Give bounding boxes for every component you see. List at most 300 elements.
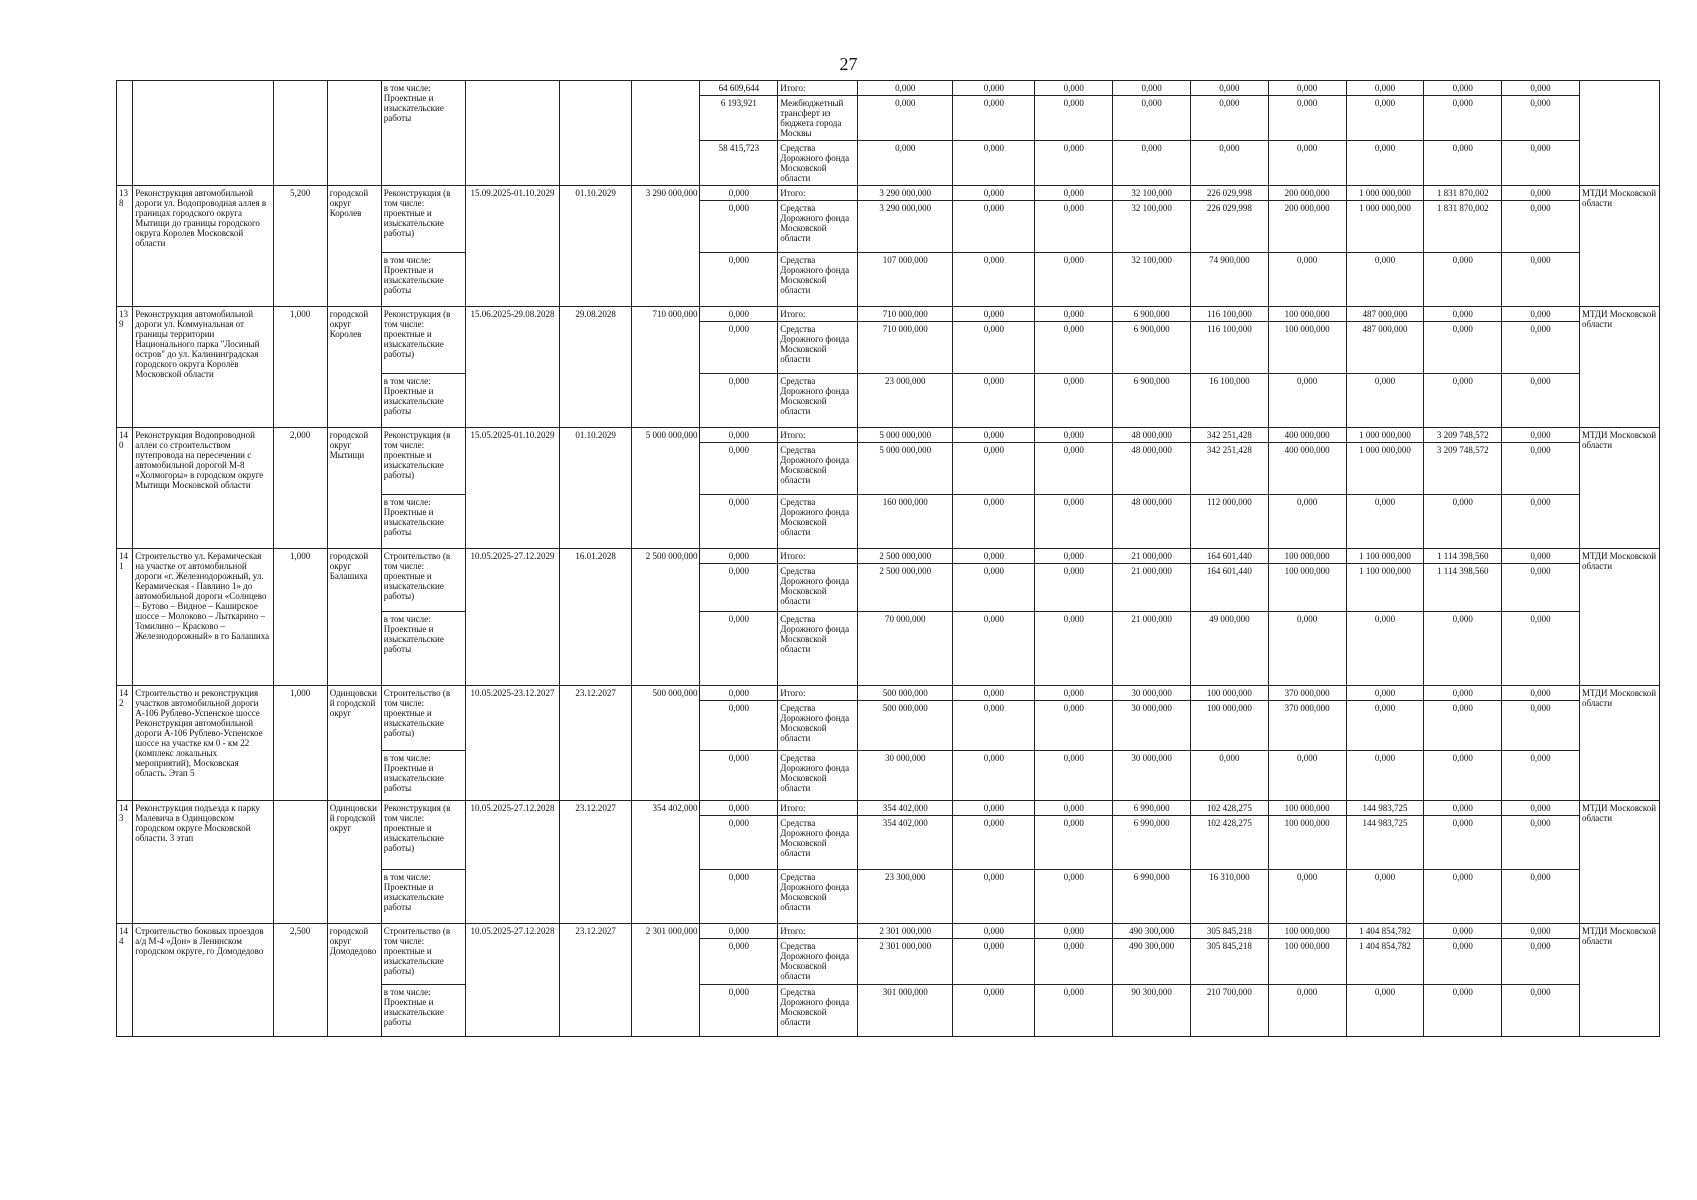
fund-year-1: 2 500 000,000 — [858, 564, 953, 612]
cell-period: 10.05.2025-27.12.2028 — [465, 924, 559, 1037]
total-funding-source: Итого: — [778, 307, 858, 322]
design-year-6: 0,000 — [1268, 253, 1346, 307]
fund-funding-source: Средства Дорожного фонда Московской области — [778, 443, 858, 495]
design-prev-amount: 0,000 — [700, 495, 778, 549]
design-year-9: 0,000 — [1502, 495, 1580, 549]
design-year-7: 0,000 — [1346, 985, 1424, 1037]
total-prev-amount: 0,000 — [700, 924, 778, 939]
fund-year-9: 0,000 — [1502, 322, 1580, 374]
budget-table — [116, 80, 1660, 1037]
design-year-3: 0,000 — [1035, 985, 1113, 1037]
design-year-2: 0,000 — [953, 612, 1035, 686]
total-year-4: 490 300,000 — [1113, 924, 1191, 939]
design-year-5: 74 900,000 — [1190, 253, 1268, 307]
fund-year-2: 0,000 — [953, 701, 1035, 751]
design-funding-source: Средства Дорожного фонда Московской области — [778, 985, 858, 1037]
total-year-3: 0,000 — [1035, 428, 1113, 443]
cell-cost — [632, 81, 700, 186]
cell-open-date: 23.12.2027 — [559, 924, 631, 1037]
cell-cost: 710 000,000 — [632, 307, 700, 428]
fund-year-9: 0,000 — [1502, 443, 1580, 495]
total-year-5: 116 100,000 — [1190, 307, 1268, 322]
table-row — [117, 186, 1660, 201]
fund-year-9: 0,000 — [1502, 564, 1580, 612]
total-year-3: 0,000 — [1035, 924, 1113, 939]
design-year-6: 0,000 — [1268, 374, 1346, 428]
design-prev-amount: 0,000 — [700, 985, 778, 1037]
cont-year-1: 0,000 — [858, 96, 953, 141]
total-year-4: 30 000,000 — [1113, 686, 1191, 701]
total-year-4: 6 990,000 — [1113, 801, 1191, 816]
fund-year-3: 0,000 — [1035, 701, 1113, 751]
cell-design-label: в том числе: Проектные и изыскательские работы — [381, 374, 465, 428]
cell-cost: 5 000 000,000 — [632, 428, 700, 549]
cont-year-8: 0,000 — [1424, 141, 1502, 186]
design-year-4: 90 300,000 — [1113, 985, 1191, 1037]
cell-capacity: 2,000 — [273, 428, 327, 549]
total-year-4: 32 100,000 — [1113, 186, 1191, 201]
cont-year-8: 0,000 — [1424, 96, 1502, 141]
design-year-4: 30 000,000 — [1113, 751, 1191, 801]
cont-year-1: 0,000 — [858, 81, 953, 96]
design-year-1: 23 300,000 — [858, 870, 953, 924]
fund-year-3: 0,000 — [1035, 564, 1113, 612]
continuation-row — [117, 81, 1660, 96]
fund-year-7: 1 100 000,000 — [1346, 564, 1424, 612]
cell-district — [327, 81, 381, 186]
design-year-2: 0,000 — [953, 870, 1035, 924]
fund-year-4: 6 900,000 — [1113, 322, 1191, 374]
cont-year-6: 0,000 — [1268, 96, 1346, 141]
fund-year-2: 0,000 — [953, 564, 1035, 612]
cell-work-type: в том числе: Проектные и изыскательские работы — [381, 81, 465, 186]
cell-design-label: в том числе: Проектные и изыскательские работы — [381, 495, 465, 549]
cell-name: Реконструкция автомобильной дороги ул. Водопроводная аллея в границах городского округа Мытищи до границы городского округа Королев Московской области — [133, 186, 273, 307]
cont-year-4: 0,000 — [1113, 81, 1191, 96]
total-year-9: 0,000 — [1502, 307, 1580, 322]
fund-year-2: 0,000 — [953, 443, 1035, 495]
design-year-8: 0,000 — [1424, 374, 1502, 428]
fund-year-2: 0,000 — [953, 201, 1035, 253]
cont-year-2: 0,000 — [953, 96, 1035, 141]
total-year-5: 100 000,000 — [1190, 686, 1268, 701]
cell-open-date: 23.12.2027 — [559, 801, 631, 924]
cell-district: городской округ Королев — [327, 307, 381, 428]
cell-capacity: 1,000 — [273, 549, 327, 686]
cell-name: Строительство и реконструкция участков автомобильной дороги А-106 Рублево-Успенское шоссе Реконструкция автомобильной дороги А-106 Рублево-Успенское шоссе на участке км 0 - км 22 (комплекс локальных мероприятий), Московская область. Этап 5 — [133, 686, 273, 801]
design-year-6: 0,000 — [1268, 985, 1346, 1037]
cell-customer — [1579, 81, 1659, 186]
fund-year-5: 100 000,000 — [1190, 701, 1268, 751]
total-year-3: 0,000 — [1035, 686, 1113, 701]
design-funding-source: Средства Дорожного фонда Московской области — [778, 495, 858, 549]
cell-no: 144 — [117, 924, 133, 1037]
fund-prev-amount: 0,000 — [700, 201, 778, 253]
total-year-6: 100 000,000 — [1268, 801, 1346, 816]
total-year-3: 0,000 — [1035, 307, 1113, 322]
cell-capacity — [273, 81, 327, 186]
design-funding-source: Средства Дорожного фонда Московской области — [778, 612, 858, 686]
total-year-5: 342 251,428 — [1190, 428, 1268, 443]
fund-year-1: 354 402,000 — [858, 816, 953, 870]
cell-capacity — [273, 801, 327, 924]
fund-year-9: 0,000 — [1502, 701, 1580, 751]
cell-period: 10.05.2025-23.12.2027 — [465, 686, 559, 801]
fund-year-2: 0,000 — [953, 322, 1035, 374]
cont-year-3: 0,000 — [1035, 141, 1113, 186]
cell-work-type: Реконструкция (в том числе: проектные и изыскательские работы) — [381, 307, 465, 374]
total-year-1: 3 290 000,000 — [858, 186, 953, 201]
total-year-8: 3 209 748,572 — [1424, 428, 1502, 443]
fund-year-7: 1 000 000,000 — [1346, 443, 1424, 495]
cont-year-1: 0,000 — [858, 141, 953, 186]
design-year-2: 0,000 — [953, 253, 1035, 307]
fund-year-4: 6 990,000 — [1113, 816, 1191, 870]
design-year-1: 301 000,000 — [858, 985, 953, 1037]
cont-year-6: 0,000 — [1268, 81, 1346, 96]
design-year-9: 0,000 — [1502, 253, 1580, 307]
fund-year-8: 1 831 870,002 — [1424, 201, 1502, 253]
fund-year-7: 487 000,000 — [1346, 322, 1424, 374]
fund-year-3: 0,000 — [1035, 443, 1113, 495]
design-year-8: 0,000 — [1424, 495, 1502, 549]
total-year-1: 2 500 000,000 — [858, 549, 953, 564]
cell-customer: МТДИ Московской области — [1579, 801, 1659, 924]
total-year-8: 0,000 — [1424, 801, 1502, 816]
cell-period: 10.05.2025-27.12.2028 — [465, 801, 559, 924]
fund-year-4: 30 000,000 — [1113, 701, 1191, 751]
total-funding-source: Итого: — [778, 801, 858, 816]
total-year-7: 144 983,725 — [1346, 801, 1424, 816]
fund-year-7: 144 983,725 — [1346, 816, 1424, 870]
cell-district: городской округ Домодедово — [327, 924, 381, 1037]
fund-year-1: 710 000,000 — [858, 322, 953, 374]
total-year-7: 1 000 000,000 — [1346, 428, 1424, 443]
cont-prev-amount: 64 609,644 — [700, 81, 778, 96]
design-funding-source: Средства Дорожного фонда Московской области — [778, 870, 858, 924]
total-year-3: 0,000 — [1035, 549, 1113, 564]
cell-work-type: Строительство (в том числе: проектные и изыскательские работы) — [381, 924, 465, 985]
total-year-5: 102 428,275 — [1190, 801, 1268, 816]
total-year-8: 0,000 — [1424, 307, 1502, 322]
fund-prev-amount: 0,000 — [700, 443, 778, 495]
fund-funding-source: Средства Дорожного фонда Московской области — [778, 564, 858, 612]
cell-customer: МТДИ Московской области — [1579, 186, 1659, 307]
cell-name: Строительство ул. Керамическая на участке от автомобильной дороги «г. Железнодорожный, ул. Керамическая - Павлино 1» до автомобильной дороги «Солнцево – Бутово – Видное – Каширское шоссе – Молоково – Лыткарино – Томилино – Красково – Железнодорожный» в го Балашиха — [133, 549, 273, 686]
cell-district: Одинцовский городской округ — [327, 686, 381, 801]
cell-no: 139 — [117, 307, 133, 428]
fund-year-9: 0,000 — [1502, 201, 1580, 253]
cell-open-date: 01.10.2029 — [559, 428, 631, 549]
design-year-1: 107 000,000 — [858, 253, 953, 307]
total-funding-source: Итого: — [778, 549, 858, 564]
cell-customer: МТДИ Московской области — [1579, 549, 1659, 686]
table-row — [117, 428, 1660, 443]
total-year-9: 0,000 — [1502, 186, 1580, 201]
total-prev-amount: 0,000 — [700, 307, 778, 322]
cont-year-9: 0,000 — [1502, 96, 1580, 141]
fund-year-6: 200 000,000 — [1268, 201, 1346, 253]
fund-year-8: 0,000 — [1424, 939, 1502, 985]
design-year-1: 70 000,000 — [858, 612, 953, 686]
fund-year-4: 48 000,000 — [1113, 443, 1191, 495]
design-year-5: 16 310,000 — [1190, 870, 1268, 924]
cont-year-9: 0,000 — [1502, 141, 1580, 186]
cell-district: Одинцовский городской округ — [327, 801, 381, 924]
fund-year-9: 0,000 — [1502, 816, 1580, 870]
cell-open-date: 01.10.2029 — [559, 186, 631, 307]
design-funding-source: Средства Дорожного фонда Московской области — [778, 253, 858, 307]
cell-period: 15.06.2025-29.08.2028 — [465, 307, 559, 428]
design-year-8: 0,000 — [1424, 612, 1502, 686]
cell-design-label: в том числе: Проектные и изыскательские работы — [381, 751, 465, 801]
fund-year-1: 500 000,000 — [858, 701, 953, 751]
fund-funding-source: Средства Дорожного фонда Московской области — [778, 816, 858, 870]
table-row — [117, 549, 1660, 564]
cell-no: 142 — [117, 686, 133, 801]
design-year-5: 210 700,000 — [1190, 985, 1268, 1037]
total-year-6: 100 000,000 — [1268, 307, 1346, 322]
page-number: 27 — [839, 54, 858, 74]
fund-year-5: 164 601,440 — [1190, 564, 1268, 612]
cell-cost: 3 290 000,000 — [632, 186, 700, 307]
total-year-2: 0,000 — [953, 686, 1035, 701]
total-year-7: 0,000 — [1346, 686, 1424, 701]
fund-prev-amount: 0,000 — [700, 701, 778, 751]
design-year-6: 0,000 — [1268, 612, 1346, 686]
cell-cost: 500 000,000 — [632, 686, 700, 801]
fund-year-6: 100 000,000 — [1268, 564, 1346, 612]
cont-year-7: 0,000 — [1346, 81, 1424, 96]
total-prev-amount: 0,000 — [700, 549, 778, 564]
cont-year-4: 0,000 — [1113, 96, 1191, 141]
total-year-7: 1 000 000,000 — [1346, 186, 1424, 201]
cell-design-label: в том числе: Проектные и изыскательские работы — [381, 612, 465, 686]
cell-district: городской округ Балашиха — [327, 549, 381, 686]
design-year-6: 0,000 — [1268, 870, 1346, 924]
cell-name: Реконструкция подъезда к парку Малевича в Одинцовском городском округе Московской области. 3 этап — [133, 801, 273, 924]
cell-design-label: в том числе: Проектные и изыскательские работы — [381, 985, 465, 1037]
cont-funding-source: Средства Дорожного фонда Московской области — [778, 141, 858, 186]
total-year-9: 0,000 — [1502, 924, 1580, 939]
fund-year-3: 0,000 — [1035, 816, 1113, 870]
cont-year-6: 0,000 — [1268, 141, 1346, 186]
fund-year-8: 1 114 398,560 — [1424, 564, 1502, 612]
cell-cost: 354 402,000 — [632, 801, 700, 924]
design-year-5: 49 000,000 — [1190, 612, 1268, 686]
cont-year-5: 0,000 — [1190, 96, 1268, 141]
total-year-4: 6 900,000 — [1113, 307, 1191, 322]
fund-year-5: 102 428,275 — [1190, 816, 1268, 870]
cont-year-9: 0,000 — [1502, 81, 1580, 96]
total-prev-amount: 0,000 — [700, 686, 778, 701]
design-year-7: 0,000 — [1346, 870, 1424, 924]
cell-work-type: Реконструкция (в том числе: проектные и изыскательские работы) — [381, 801, 465, 870]
fund-year-3: 0,000 — [1035, 939, 1113, 985]
design-prev-amount: 0,000 — [700, 374, 778, 428]
cont-year-4: 0,000 — [1113, 141, 1191, 186]
fund-funding-source: Средства Дорожного фонда Московской области — [778, 201, 858, 253]
cell-customer: МТДИ Московской области — [1579, 307, 1659, 428]
fund-year-3: 0,000 — [1035, 201, 1113, 253]
cell-period — [465, 81, 559, 186]
cell-design-label: в том числе: Проектные и изыскательские работы — [381, 253, 465, 307]
total-year-6: 370 000,000 — [1268, 686, 1346, 701]
total-funding-source: Итого: — [778, 686, 858, 701]
total-year-9: 0,000 — [1502, 801, 1580, 816]
total-year-6: 400 000,000 — [1268, 428, 1346, 443]
total-year-2: 0,000 — [953, 307, 1035, 322]
fund-year-6: 370 000,000 — [1268, 701, 1346, 751]
total-year-9: 0,000 — [1502, 686, 1580, 701]
fund-year-6: 100 000,000 — [1268, 939, 1346, 985]
fund-prev-amount: 0,000 — [700, 816, 778, 870]
table-row — [117, 686, 1660, 701]
fund-year-8: 0,000 — [1424, 816, 1502, 870]
design-prev-amount: 0,000 — [700, 751, 778, 801]
cell-work-type: Реконструкция (в том числе: проектные и изыскательские работы) — [381, 186, 465, 253]
design-year-2: 0,000 — [953, 751, 1035, 801]
design-prev-amount: 0,000 — [700, 612, 778, 686]
fund-year-5: 226 029,998 — [1190, 201, 1268, 253]
design-year-2: 0,000 — [953, 374, 1035, 428]
total-year-6: 200 000,000 — [1268, 186, 1346, 201]
design-funding-source: Средства Дорожного фонда Московской области — [778, 751, 858, 801]
cont-funding-source: Межбюджетный трансферт из бюджета города Москвы — [778, 96, 858, 141]
total-year-4: 48 000,000 — [1113, 428, 1191, 443]
total-year-1: 354 402,000 — [858, 801, 953, 816]
cell-customer: МТДИ Московской области — [1579, 686, 1659, 801]
design-year-4: 32 100,000 — [1113, 253, 1191, 307]
total-year-9: 0,000 — [1502, 549, 1580, 564]
total-year-5: 164 601,440 — [1190, 549, 1268, 564]
cell-capacity: 1,000 — [273, 686, 327, 801]
design-year-8: 0,000 — [1424, 985, 1502, 1037]
table-row — [117, 307, 1660, 322]
total-funding-source: Итого: — [778, 924, 858, 939]
cell-no: 143 — [117, 801, 133, 924]
fund-year-5: 116 100,000 — [1190, 322, 1268, 374]
design-year-3: 0,000 — [1035, 751, 1113, 801]
fund-year-8: 3 209 748,572 — [1424, 443, 1502, 495]
fund-year-1: 2 301 000,000 — [858, 939, 953, 985]
fund-year-6: 100 000,000 — [1268, 322, 1346, 374]
total-funding-source: Итого: — [778, 186, 858, 201]
design-year-3: 0,000 — [1035, 495, 1113, 549]
cell-open-date — [559, 81, 631, 186]
total-year-5: 305 845,218 — [1190, 924, 1268, 939]
total-year-3: 0,000 — [1035, 801, 1113, 816]
cont-year-7: 0,000 — [1346, 141, 1424, 186]
fund-year-8: 0,000 — [1424, 701, 1502, 751]
fund-year-7: 1 000 000,000 — [1346, 201, 1424, 253]
table-row — [117, 801, 1660, 816]
total-prev-amount: 0,000 — [700, 186, 778, 201]
fund-year-8: 0,000 — [1424, 322, 1502, 374]
design-year-9: 0,000 — [1502, 374, 1580, 428]
design-year-8: 0,000 — [1424, 751, 1502, 801]
cell-open-date: 23.12.2027 — [559, 686, 631, 801]
total-year-1: 710 000,000 — [858, 307, 953, 322]
total-year-1: 500 000,000 — [858, 686, 953, 701]
design-year-1: 160 000,000 — [858, 495, 953, 549]
fund-year-5: 342 251,428 — [1190, 443, 1268, 495]
cont-prev-amount: 6 193,921 — [700, 96, 778, 141]
cell-no: 140 — [117, 428, 133, 549]
fund-prev-amount: 0,000 — [700, 939, 778, 985]
design-prev-amount: 0,000 — [700, 253, 778, 307]
fund-year-2: 0,000 — [953, 939, 1035, 985]
fund-year-2: 0,000 — [953, 816, 1035, 870]
cell-name: Строительство боковых проездов а/д М-4 «Дон» в Ленинском городском округе, го Домодедово — [133, 924, 273, 1037]
total-year-8: 0,000 — [1424, 686, 1502, 701]
cell-cost: 2 301 000,000 — [632, 924, 700, 1037]
cell-name: Реконструкция автомобильной дороги ул. Коммунальная от границы территории Национального парка "Лосиный остров" до ул. Калининградская городского округа Королёв Московской области — [133, 307, 273, 428]
design-year-4: 6 900,000 — [1113, 374, 1191, 428]
total-year-7: 1 404 854,782 — [1346, 924, 1424, 939]
cell-work-type: Реконструкция (в том числе: проектные и изыскательские работы) — [381, 428, 465, 495]
cont-year-5: 0,000 — [1190, 141, 1268, 186]
cell-no — [117, 81, 133, 186]
design-year-1: 30 000,000 — [858, 751, 953, 801]
design-year-9: 0,000 — [1502, 751, 1580, 801]
total-year-8: 0,000 — [1424, 924, 1502, 939]
design-year-3: 0,000 — [1035, 612, 1113, 686]
design-year-7: 0,000 — [1346, 612, 1424, 686]
total-year-6: 100 000,000 — [1268, 924, 1346, 939]
design-year-1: 23 000,000 — [858, 374, 953, 428]
cell-period: 15.09.2025-01.10.2029 — [465, 186, 559, 307]
design-year-9: 0,000 — [1502, 870, 1580, 924]
cont-year-8: 0,000 — [1424, 81, 1502, 96]
cont-funding-source: Итого: — [778, 81, 858, 96]
design-year-9: 0,000 — [1502, 612, 1580, 686]
design-year-3: 0,000 — [1035, 374, 1113, 428]
design-year-6: 0,000 — [1268, 751, 1346, 801]
total-year-6: 100 000,000 — [1268, 549, 1346, 564]
design-year-9: 0,000 — [1502, 985, 1580, 1037]
fund-funding-source: Средства Дорожного фонда Московской области — [778, 322, 858, 374]
cell-customer: МТДИ Московской области — [1579, 924, 1659, 1037]
design-year-7: 0,000 — [1346, 495, 1424, 549]
cont-prev-amount: 58 415,723 — [700, 141, 778, 186]
fund-year-5: 305 845,218 — [1190, 939, 1268, 985]
total-year-7: 487 000,000 — [1346, 307, 1424, 322]
fund-year-4: 32 100,000 — [1113, 201, 1191, 253]
fund-year-6: 100 000,000 — [1268, 816, 1346, 870]
fund-year-1: 5 000 000,000 — [858, 443, 953, 495]
fund-year-4: 490 300,000 — [1113, 939, 1191, 985]
cell-capacity: 5,200 — [273, 186, 327, 307]
fund-prev-amount: 0,000 — [700, 564, 778, 612]
design-year-3: 0,000 — [1035, 870, 1113, 924]
design-year-4: 21 000,000 — [1113, 612, 1191, 686]
design-year-4: 48 000,000 — [1113, 495, 1191, 549]
design-prev-amount: 0,000 — [700, 870, 778, 924]
design-year-5: 112 000,000 — [1190, 495, 1268, 549]
total-prev-amount: 0,000 — [700, 801, 778, 816]
fund-year-3: 0,000 — [1035, 322, 1113, 374]
design-year-2: 0,000 — [953, 985, 1035, 1037]
total-year-1: 5 000 000,000 — [858, 428, 953, 443]
cell-work-type: Строительство (в том числе: проектные и изыскательские работы) — [381, 686, 465, 751]
cont-year-7: 0,000 — [1346, 96, 1424, 141]
cell-capacity: 1,000 — [273, 307, 327, 428]
cell-no: 141 — [117, 549, 133, 686]
total-year-2: 0,000 — [953, 801, 1035, 816]
total-year-2: 0,000 — [953, 428, 1035, 443]
cont-year-3: 0,000 — [1035, 96, 1113, 141]
